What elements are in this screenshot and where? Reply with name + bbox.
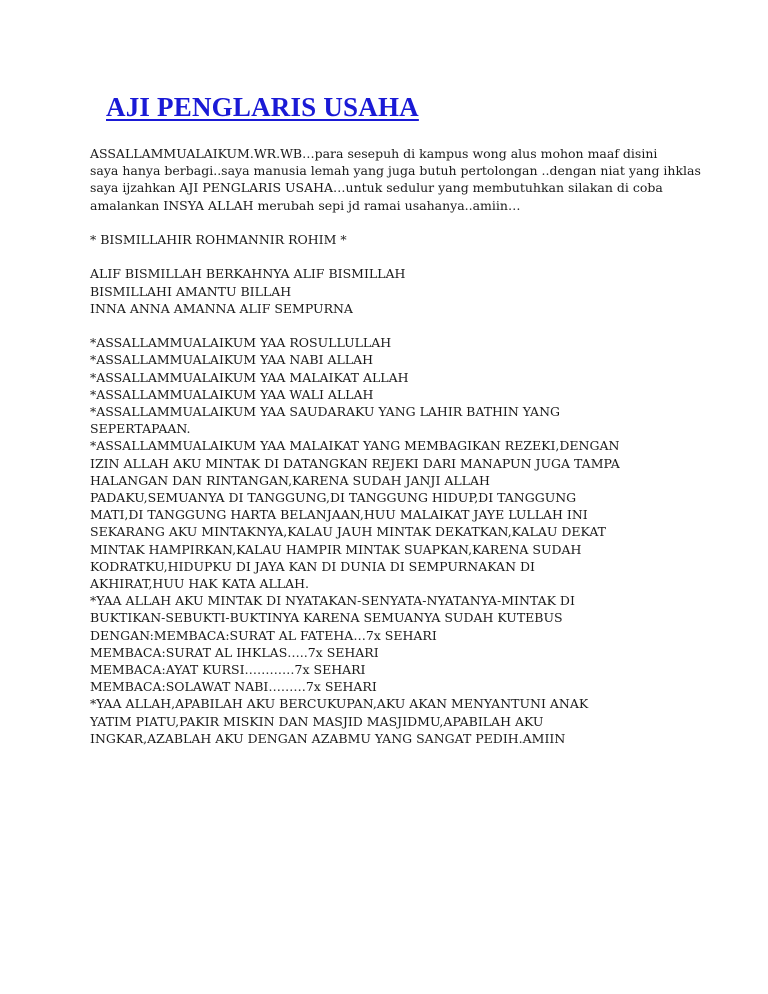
intro-paragraph — [90, 145, 701, 214]
mantra-line: BISMILLAHI AMANTU BILLAH — [90, 283, 292, 299]
intro-line: saya ijzahkan AJI PENGLARIS USAHA…untuk sedulur yang membutuhkan silakan di coba — [90, 180, 663, 196]
prayer-line: HALANGAN DAN RINTANGAN,KARENA SUDAH JANJI ALLAH — [90, 472, 490, 488]
prayer-line: INGKAR,AZABLAH AKU DENGAN AZABMU YANG SANGAT PEDIH.AMIIN — [90, 730, 566, 746]
prayer-line: BUKTIKAN-SEBUKTI-BUKTINYA KARENA SEMUANYA SUDAH KUTEBUS — [90, 610, 563, 626]
document-body — [90, 145, 701, 747]
prayer-line: *YAA ALLAH AKU MINTAK DI NYATAKAN-SENYATA-NYATANYA-MINTAK DI — [90, 593, 575, 609]
paragraph-gap — [90, 317, 690, 334]
prayer-line: *ASSALLAMMUALAIKUM YAA NABI ALLAH — [90, 352, 374, 368]
prayer-line: DENGAN:MEMBACA:SURAT AL FATEHA…7x SEHARI — [90, 627, 437, 643]
paragraph-gap — [90, 214, 690, 231]
prayer-line: MATI,DI TANGGUNG HARTA BELANJAAN,HUU MALAIKAT JAYE LULLAH INI — [90, 507, 588, 523]
basmalah-line: * BISMILLAHIR ROHMANNIR ROHIM * — [90, 232, 347, 247]
mantra-line: INNA ANNA AMANNA ALIF SEMPURNA — [90, 300, 353, 316]
prayer-line: *ASSALLAMMUALAIKUM YAA WALI ALLAH — [90, 386, 374, 402]
mantra-paragraph — [90, 265, 690, 317]
prayer-line: KODRATKU,HIDUPKU DI JAYA KAN DI DUNIA DI SEMPURNAKAN DI — [90, 558, 535, 574]
prayer-line: YATIM PIATU,PAKIR MISKIN DAN MASJID MASJIDMU,APABILAH AKU — [90, 713, 544, 729]
prayer-line: SEPERTAPAAN. — [90, 421, 191, 437]
prayer-paragraph — [90, 334, 690, 747]
prayer-line: MEMBACA:SOLAWAT NABI………7x SEHARI — [90, 679, 377, 695]
prayer-line: SEKARANG AKU MINTAKNYA,KALAU JAUH MINTAK DEKATKAN,KALAU DEKAT — [90, 524, 607, 540]
prayer-line: *ASSALLAMMUALAIKUM YAA MALAIKAT ALLAH — [90, 369, 409, 385]
document-title[interactable]: AJI PENGLARIS USAHA — [106, 92, 419, 122]
prayer-line: MEMBACA:SURAT AL IHKLAS…..7x SEHARI — [90, 644, 379, 660]
prayer-line: IZIN ALLAH AKU MINTAK DI DATANGKAN REJEKI DARI MANAPUN JUGA TAMPA — [90, 455, 620, 471]
intro-line: amalankan INSYA ALLAH merubah sepi jd ramai usahanya..amiin… — [90, 197, 521, 213]
prayer-line: MINTAK HAMPIRKAN,KALAU HAMPIR MINTAK SUAPKAN,KARENA SUDAH — [90, 541, 582, 557]
intro-line: ASSALLAMMUALAIKUM.WR.WB…para sesepuh di kampus wong alus mohon maaf disini — [90, 146, 658, 161]
paragraph-gap — [90, 248, 690, 265]
mantra-line: ALIF BISMILLAH BERKAHNYA ALIF BISMILLAH — [90, 266, 406, 282]
prayer-line: *YAA ALLAH,APABILAH AKU BERCUKUPAN,AKU AKAN MENYANTUNI ANAK — [90, 696, 589, 712]
prayer-line: MEMBACA:AYAT KURSI…………7x SEHARI — [90, 662, 366, 678]
prayer-line: *ASSALLAMMUALAIKUM YAA SAUDARAKU YANG LAHIR BATHIN YANG — [90, 404, 561, 419]
prayer-line: *ASSALLAMMUALAIKUM YAA MALAIKAT YANG MEMBAGIKAN REZEKI,DENGAN — [90, 438, 620, 454]
prayer-line: *ASSALLAMMUALAIKUM YAA ROSULLULLAH — [90, 335, 392, 351]
prayer-line: AKHIRAT,HUU HAK KATA ALLAH. — [90, 576, 309, 592]
prayer-line: PADAKU,SEMUANYA DI TANGGUNG,DI TANGGUNG HIDUP,DI TANGGUNG — [90, 490, 577, 506]
intro-line: saya hanya berbagi..saya manusia lemah yang juga butuh pertolongan ..dengan niat yang ihklas — [90, 163, 701, 179]
